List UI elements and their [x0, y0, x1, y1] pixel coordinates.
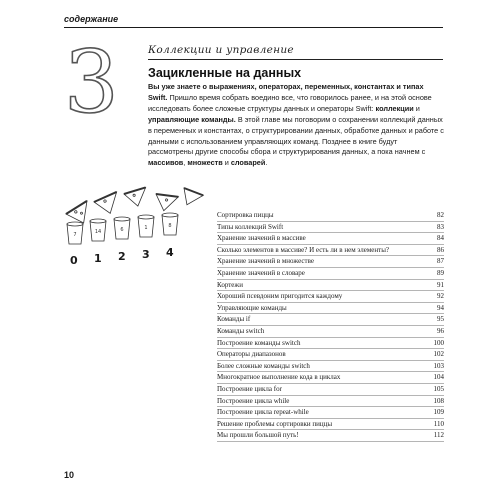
- toc-row[interactable]: [217, 396, 444, 408]
- toc-entry-page: 96: [437, 326, 444, 335]
- toc-row[interactable]: [217, 430, 444, 442]
- running-header: содержание: [64, 14, 119, 24]
- toc-entry-title: Мы прошли большой путь!: [217, 431, 299, 440]
- toc-entry-page: 82: [437, 211, 444, 219]
- toc-row[interactable]: [217, 314, 444, 326]
- svg-text:1: 1: [144, 225, 148, 231]
- toc-row[interactable]: [217, 338, 444, 350]
- toc-row[interactable]: [217, 222, 444, 234]
- toc-entry-page: 83: [437, 222, 444, 231]
- toc-entry-title: Многократное выполнение кода в циклах: [217, 373, 341, 382]
- toc-row[interactable]: [217, 407, 444, 419]
- pizza-slice-icon: [93, 192, 120, 216]
- table-of-contents: [217, 210, 444, 442]
- array-index: 4: [166, 246, 174, 259]
- toc-entry-title: Операторы диапазонов: [217, 350, 286, 359]
- toc-entry-page: 110: [433, 419, 444, 428]
- pizza-slice-icon: [177, 184, 203, 209]
- intro-paragraph: [148, 82, 444, 169]
- array-index: 1: [94, 252, 102, 265]
- intro-bold-1: Вы уже знаете о выражениях, операторах, переменных, константах и типах Swift.: [148, 82, 424, 102]
- toc-entry-page: 92: [437, 292, 444, 301]
- intro-bold-5: управляющие команды.: [148, 114, 236, 124]
- array-cup: [90, 219, 106, 241]
- svg-text:8: 8: [168, 223, 172, 229]
- toc-entry-title: Кортежи: [217, 280, 243, 289]
- array-cup: [162, 213, 178, 235]
- intro-text-2: Пришло время собрать воедино все, что говорилось ранее, и на этой основе исследовать более сложные структуры данных и операторы Swift:: [148, 92, 432, 113]
- toc-entry-title: Хранение значений в множестве: [217, 257, 314, 266]
- array-indices: [70, 246, 174, 267]
- intro-text-4: и: [413, 103, 420, 113]
- toc-row[interactable]: [217, 210, 444, 222]
- toc-row[interactable]: [217, 280, 444, 292]
- chapter-title-rule: [148, 59, 443, 60]
- toc-entry-title: Сколько элементов в массиве? И есть ли в нем элементы?: [217, 245, 390, 254]
- toc-row[interactable]: [217, 256, 444, 268]
- intro-bold-3: коллекции: [375, 103, 414, 113]
- toc-entry-title: Сортировка пиццы: [217, 211, 274, 219]
- toc-entry-title: Построение цикла for: [217, 384, 282, 393]
- toc-entry-page: 102: [433, 350, 444, 359]
- svg-text:7: 7: [73, 232, 77, 238]
- svg-text:6: 6: [120, 227, 124, 233]
- toc-entry-page: 109: [433, 408, 444, 417]
- array-index: 2: [118, 250, 126, 263]
- toc-entry-page: 103: [433, 361, 444, 370]
- toc-entry-title: Построение цикла while: [217, 396, 290, 405]
- header-rule: [64, 27, 443, 28]
- intro-bold-11: словарей: [230, 158, 266, 168]
- svg-text:14: 14: [94, 229, 102, 235]
- section-heading: Зацикленные на данных: [148, 66, 302, 80]
- toc-entry-title: Хороший псевдоним пригодится каждому: [217, 292, 343, 301]
- intro-text-10: и: [222, 158, 231, 168]
- toc-entry-title: Построение команды switch: [217, 338, 301, 347]
- toc-row[interactable]: [217, 268, 444, 280]
- toc-row[interactable]: [217, 233, 444, 245]
- chapter-number-glyph: 3: [64, 42, 119, 122]
- intro-text-6: В этой главе мы поговорим о сохранении коллекций данных в переменных и константах, о структурировании данных, обработке данных и работе с данными с использованием управляющих команд. Позднее в книге будут рассмотрены другие способы сбора и структурирования данных, а пока начнем с: [148, 114, 444, 157]
- toc-entry-page: 108: [433, 396, 444, 405]
- toc-row[interactable]: [217, 384, 444, 396]
- toc-entry-title: Команды if: [217, 315, 251, 324]
- toc-entry-title: Решение проблемы сортировки пиццы: [217, 419, 333, 428]
- toc-entry-page: 91: [437, 280, 444, 289]
- toc-row[interactable]: [217, 419, 444, 431]
- toc-entry-page: 94: [437, 303, 444, 312]
- toc-entry-page: 104: [433, 373, 444, 382]
- array-cup: [114, 217, 130, 239]
- toc-entry-page: 112: [433, 431, 444, 440]
- toc-entry-page: 89: [437, 268, 444, 277]
- toc-entry-page: 87: [437, 257, 444, 266]
- intro-text-8: ,: [183, 158, 188, 168]
- toc-entry-page: 105: [433, 384, 444, 393]
- toc-row[interactable]: [217, 372, 444, 384]
- toc-row[interactable]: [217, 245, 444, 257]
- page-number: 10: [64, 470, 75, 480]
- toc-entry-page: 100: [433, 338, 444, 347]
- intro-bold-7: массивов: [148, 158, 184, 168]
- pizza-slice-icon: [152, 189, 179, 213]
- toc-entry-page: 86: [437, 245, 444, 254]
- toc-row[interactable]: [217, 326, 444, 338]
- toc-entry-title: Построение цикла repeat-while: [217, 408, 309, 417]
- intro-bold-9: множеств: [187, 158, 223, 168]
- pizza-slices: [64, 184, 203, 227]
- pizza-slice-icon: [124, 187, 147, 206]
- toc-row[interactable]: [217, 303, 444, 315]
- pizza-array-illustration: [64, 184, 214, 284]
- array-cup: [67, 222, 83, 244]
- toc-entry-page: 95: [437, 315, 444, 324]
- array-cup: [138, 215, 154, 237]
- toc-row[interactable]: [217, 361, 444, 373]
- toc-entry-title: Типы коллекций Swift: [217, 222, 284, 231]
- intro-text-12: .: [265, 158, 268, 168]
- chapter-number: [62, 42, 132, 122]
- chapter-title: Коллекции и управление: [148, 44, 294, 56]
- toc-row[interactable]: [217, 291, 444, 303]
- toc-entry-title: Хранение значений в словаре: [217, 268, 305, 277]
- toc-row[interactable]: [217, 349, 444, 361]
- toc-entry-title: Управляющие команды: [217, 303, 287, 312]
- toc-entry-title: Более сложные команды switch: [217, 361, 310, 370]
- toc-entry-title: Команды switch: [217, 326, 265, 335]
- array-index: 0: [70, 254, 78, 267]
- toc-entry-page: 84: [437, 234, 444, 243]
- array-index: 3: [142, 248, 150, 261]
- toc-entry-title: Хранение значений в массиве: [217, 234, 306, 243]
